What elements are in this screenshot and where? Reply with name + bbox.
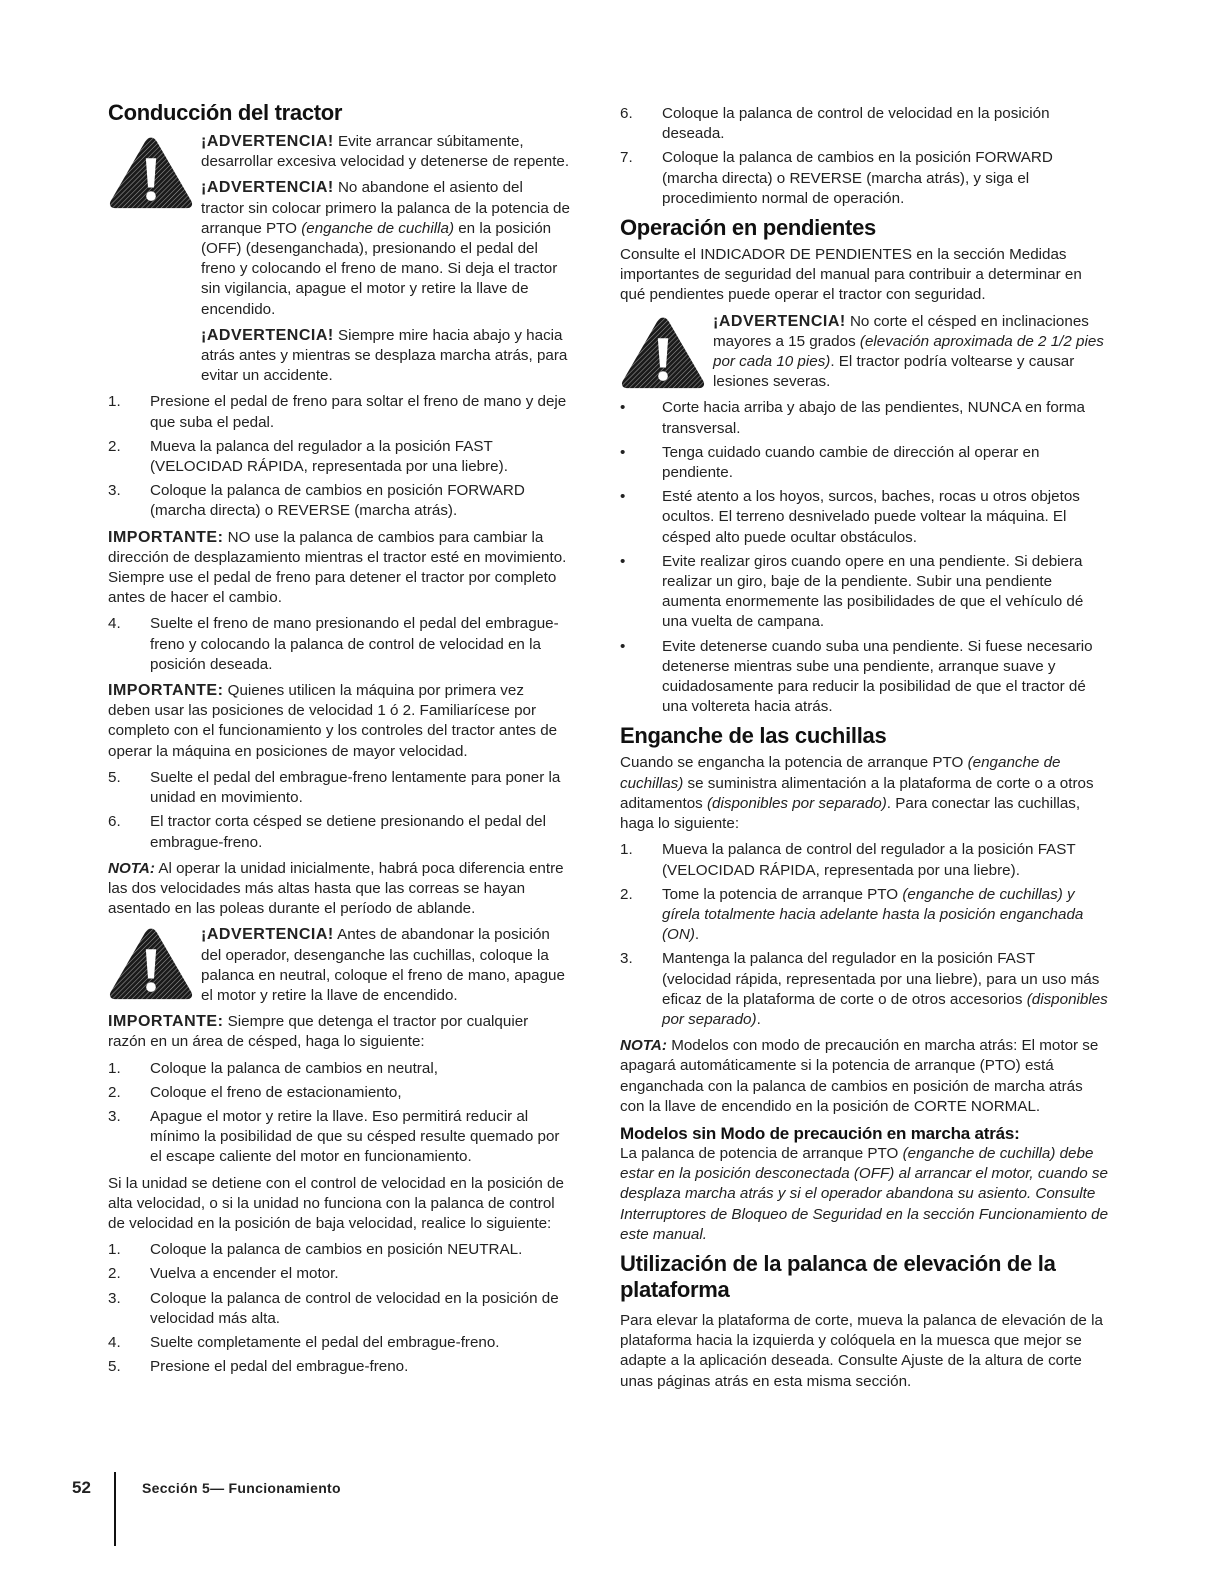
blades-paragraph: Cuando se engancha la potencia de arranque PTO (enganche de cuchillas) se suministra alimentación a la plataforma de corte o a otros aditamentos (disponibles por separado). Para conectar las cuchillas, haga lo siguiente:: [620, 754, 1094, 833]
warning-1: ¡ADVERTENCIA! Evite arrancar súbitamente, desarrollar excesiva velocidad y detenerse de repente.: [201, 133, 570, 171]
list-item: 3. Coloque la palanca de control de velocidad en la posición de velocidad más alta.: [108, 1289, 559, 1327]
right-column: [620, 104, 1108, 1398]
warning-2: ¡ADVERTENCIA! No abandone el asiento del tractor sin colocar primero la palanca de la potencia de arranque PTO (enganche de cuchilla) en la posición (OFF) (desenganchada), presionando el pedal del freno y colocando el freno de mano. Si deja el tractor sin vigilancia, apague el motor y retire la llave de encendido.: [201, 179, 570, 318]
nota-1: NOTA: Al operar la unidad inicialmente, habrá poca diferencia entre las dos velocidades más altas hasta que las correas se hayan asentado en las poleas durante el período de ablande.: [108, 859, 564, 918]
steps-list-4: [108, 1059, 570, 1168]
list-item: 2. Coloque el freno de estacionamiento,: [108, 1083, 402, 1101]
page-number: 52: [72, 1478, 91, 1497]
subsection-title-models: Modelos sin Modo de precaución en marcha atrás:: [620, 1123, 1020, 1143]
list-item: 7. Coloque la palanca de cambios en la posición FORWARD (marcha directa) o REVERSE (marcha atrás), y siga el procedimiento normal de operación.: [620, 149, 1053, 207]
warning-3: ¡ADVERTENCIA! Siempre mire hacia abajo y hacia atrás antes y mientras se desplaza marcha atrás, para evitar un accidente.: [201, 326, 568, 385]
list-item: 1. Coloque la palanca de cambios en neutral,: [108, 1059, 438, 1077]
slopes-bullet-list: [620, 398, 1108, 717]
list-item: 3. Mantenga la palanca del regulador en la posición FAST (velocidad rápida, representada por una liebre), para un uso más eficaz de la plataforma de corte o de otros accesorios (disponibles por separado).: [620, 950, 1108, 1028]
important-note-3: IMPORTANTE: Siempre que detenga el tractor por cualquier razón en un área de césped, haga lo siguiente:: [108, 1013, 529, 1051]
list-item: 6. El tractor corta césped se detiene presionando el pedal del embrague-freno.: [108, 813, 546, 851]
list-item: • Evite detenerse cuando suba una pendiente. Si fuese necesario detenerse mientras sube una pendiente, arranque suave y cuidadosamente para reducir la posibilidad de que el tractor dé una voltereta hacia atrás.: [620, 637, 1093, 716]
list-item: 3. Coloque la palanca de cambios en posición FORWARD (marcha directa) o REVERSE (marcha atrás).: [108, 482, 525, 520]
list-item: • Evite realizar giros cuando opere en una pendiente. Si debiera realizar un giro, baje de la pendiente. Subir una pendiente aumenta enormemente las posibilidades de que el vehículo dé una vuelta de campana.: [620, 552, 1084, 631]
list-item: 5. Suelte el pedal del embrague-freno lentamente para poner la unidad en movimiento.: [108, 768, 561, 807]
warning-triangle-icon: [108, 925, 194, 1001]
warning-5: ¡ADVERTENCIA! No corte el césped en inclinaciones mayores a 15 grados (elevación aproximada de 2 1/2 pies por cada 10 pies). El tractor podría voltearse y causar lesiones severas.: [713, 312, 1104, 391]
footer-divider: [114, 1472, 116, 1546]
footer-section-label: Sección 5— Funcionamiento: [142, 1480, 341, 1496]
blades-steps-list: [620, 840, 1108, 1030]
list-item: • Corte hacia arriba y abajo de las pendientes, NUNCA en forma transversal.: [620, 399, 1085, 437]
important-note-2: IMPORTANTE: Quienes utilicen la máquina por primera vez deben usar las posiciones de velocidad 1 ó 2. Familiarícese por completo con el funcionamiento y los controles del tractor antes de operar la máquina en posiciones de mayor velocidad.: [108, 682, 558, 760]
warning-triangle-icon: [108, 134, 194, 210]
list-item: 1. Mueva la palanca de control del regulador a la posición FAST (VELOCIDAD RÁPIDA, representada por una liebre).: [620, 841, 1076, 879]
nota-2: NOTA: Modelos con modo de precaución en marcha atrás: El motor se apagará automáticamente si la potencia de arranque (PTO) está enganchada con la palanca de cambios en posición de marcha atrás con la llave de encendido en la posición de CORTE NORMAL.: [620, 1037, 1099, 1115]
steps-list-1: [108, 392, 570, 521]
list-item: 2. Vuelva a encender el motor.: [108, 1265, 339, 1283]
important-note-1: IMPORTANTE: NO use la palanca de cambios para cambiar la dirección de desplazamiento mientras el tractor esté en movimiento. Siempre use el pedal de freno para detener el tractor por completo antes de hacer el cambio.: [108, 528, 567, 607]
list-item: 1. Presione el pedal de freno para soltar el freno de mano y deje que suba el pedal.: [108, 393, 567, 431]
steps-list-2: [108, 614, 570, 675]
list-item: 5. Presione el pedal del embrague-freno.: [108, 1358, 409, 1376]
list-item: 4. Suelte el freno de mano presionando el pedal del embrague-freno y colocando la palanca de control de velocidad en la posición deseada.: [108, 615, 559, 673]
list-item: 1. Coloque la palanca de cambios en posición NEUTRAL.: [108, 1241, 523, 1259]
list-item: 2. Tome la potencia de arranque PTO (enganche de cuchillas) y gírela totalmente hacia adelante hasta la posición enganchada (ON).: [620, 885, 1084, 944]
steps-list-5: [108, 1240, 570, 1377]
list-item: • Tenga cuidado cuando cambie de dirección al operar en pendiente.: [620, 443, 1040, 482]
section-title-blades: Enganche de las cuchillas: [620, 723, 887, 749]
warning-block-top: [108, 132, 570, 386]
paragraph-stall: Si la unidad se detiene con el control de velocidad en la posición de alta velocidad, o si la unidad no funciona con la palanca de control de velocidad en la posición de baja velocidad, realice lo siguiente:: [108, 1174, 564, 1232]
list-item: • Esté atento a los hoyos, surcos, baches, rocas u otros objetos ocultos. El terreno desnivelado puede voltear la máquina. El césped alto puede ocultar obstáculos.: [620, 488, 1080, 546]
models-paragraph: La palanca de potencia de arranque PTO (enganche de cuchilla) debe estar en la posición desconectada (OFF) al arrancar el motor, cuando se desplaza marcha atrás y si el operador abandona su asiento. Consulte Interruptores de Bloqueo de Seguridad en la sección Funcionamiento de este manual.: [620, 1144, 1109, 1243]
section-title-driving: Conducción del tractor: [108, 100, 343, 125]
list-item: 2. Mueva la palanca del regulador a la posición FAST (VELOCIDAD RÁPIDA, representada por una liebre).: [108, 437, 508, 476]
warning-block-slopes: [620, 312, 1108, 393]
slopes-paragraph: Consulte el INDICADOR DE PENDIENTES en la sección Medidas importantes de seguridad del manual para contribuir a determinar en qué pendientes puede operar el tractor con seguridad.: [620, 246, 1082, 304]
list-item: 6. Coloque la palanca de control de velocidad en la posición deseada.: [620, 105, 1050, 143]
section-title-slopes: Operación en pendientes: [620, 215, 876, 241]
warning-triangle-icon: [620, 314, 706, 390]
steps-list-6: [620, 104, 1108, 209]
steps-list-3: [108, 768, 570, 853]
list-item: 4. Suelte completamente el pedal del embrague-freno.: [108, 1333, 500, 1351]
warning-4: ¡ADVERTENCIA! Antes de abandonar la posición del operador, desenganche las cuchillas, coloque la palanca en neutral, coloque el freno de mano, apague el motor y retire la llave de encendido.: [201, 926, 565, 1004]
warning-block-mid: [108, 925, 570, 1006]
left-column: [108, 100, 570, 1383]
list-item: 3. Apague el motor y retire la llave. Eso permitirá reducir al mínimo la posibilidad de que su césped resulte quemado por el escape caliente del motor en funcionamiento.: [108, 1107, 560, 1166]
section-title-deck-lift: Utilización de la palanca de elevación de la plataforma: [620, 1250, 1056, 1302]
deck-lift-paragraph: Para elevar la plataforma de corte, mueva la palanca de elevación de la plataforma hacia la izquierda y colóquela en la muesca que mejor se adapte a la aplicación deseada. Consulte Ajuste de la altura de corte unas páginas atrás en esta misma sección.: [620, 1311, 1103, 1390]
